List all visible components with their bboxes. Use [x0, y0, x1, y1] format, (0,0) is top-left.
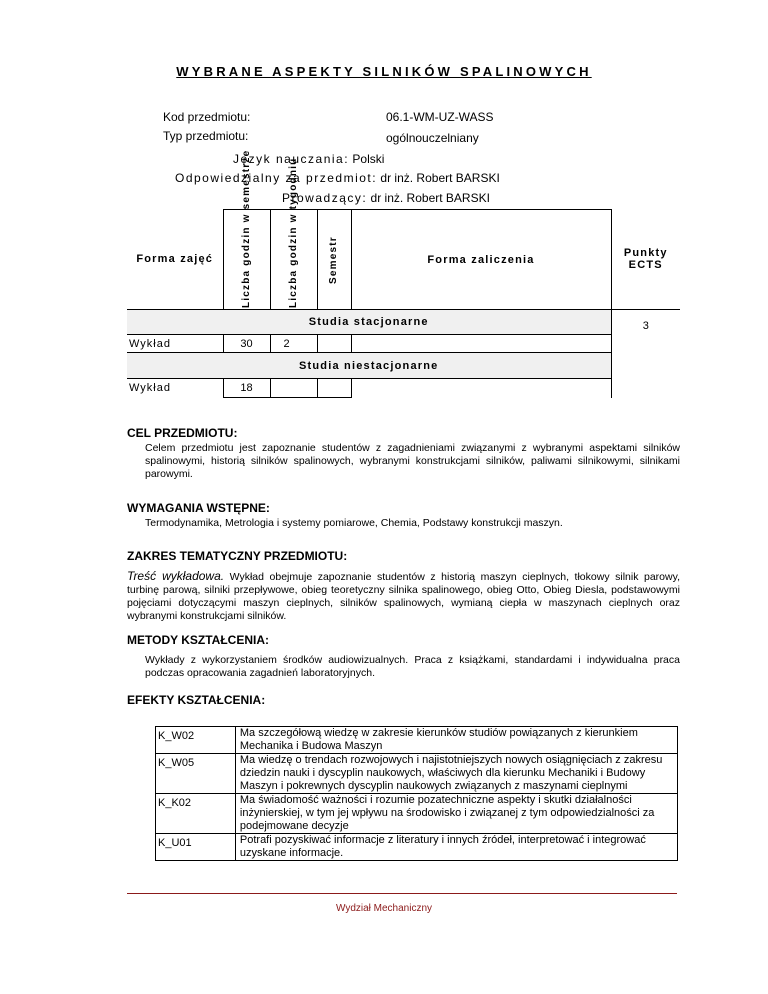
efekt-row: [156, 754, 678, 794]
row2-semestr-num: [317, 379, 351, 398]
header-semestr: Semestr: [328, 235, 339, 284]
row1-forma: Wykład: [127, 335, 223, 353]
header-ects: Punkty ECTS: [611, 210, 680, 310]
efekt-text: Ma świadomość ważności i rozumie pozatechniczne aspekty i skutki działalności inżynierskiej, w tym jej wpływu na środowisko i związanej z tym odpowiedzialności za podejmowane decyzje: [235, 794, 677, 834]
header-semestr-cell: [317, 210, 351, 310]
row2-semestr: 18: [223, 379, 270, 398]
zakres-lead: Treść wykładowa.: [127, 569, 225, 583]
jezyk-label: Język nauczania:: [233, 152, 350, 166]
prow-row: [282, 191, 490, 205]
efekt-code: K_K02: [156, 794, 236, 834]
odp-value: dr inż. Robert BARSKI: [380, 171, 500, 185]
efekty-table: [155, 726, 678, 861]
header-liczba-tydzien: Liczba godzin w tygodniu: [287, 157, 299, 308]
wymagania-text: Termodynamika, Metrologia i systemy pomiarowe, Chemia, Podstawy konstrukcji maszyn.: [145, 517, 563, 529]
metody-heading: METODY KSZTAŁCENIA:: [127, 633, 270, 647]
efekt-code: K_U01: [156, 834, 236, 861]
typ-value: ogólnouczelniany: [386, 131, 479, 145]
odp-row: [175, 171, 500, 185]
zakres-text: Wykład obejmuje zapoznanie studentów z historią maszyn cieplnych, tłokowy silnik parowy, turbinę parową, silniki przepływowe, obieg teoretyczny silnika spalinowego, obieg Otto, Obieg Diesla, podstawowymi pojęciami dotyczącymi maszyn cieplnych, silników spalinowych, wymianą ciepła w maszynach cieplnych oraz wybranymi konstrukcjami silników.: [127, 571, 680, 622]
row1-semestr-num: [317, 335, 351, 353]
efekt-text: Potrafi pozyskiwać informacje z literatury i innych źródeł, interpretować i integrować uzyskane informacje.: [235, 834, 677, 861]
header-liczba-semestr-cell: [223, 149, 270, 310]
prow-value: dr inż. Robert BARSKI: [370, 191, 490, 205]
efekty-heading: EFEKTY KSZTAŁCENIA:: [127, 693, 266, 707]
ects-value: 3: [611, 310, 680, 398]
section-stacjonarne: Studia stacjonarne: [127, 310, 611, 335]
kod-value: 06.1-WM-UZ-WASS: [386, 110, 494, 124]
row2-zaliczenia: [351, 379, 611, 398]
row1-semestr: 30: [223, 335, 270, 353]
header-liczba-tydzien-cell: [270, 157, 317, 310]
row1-tydzien: 2: [270, 335, 317, 353]
row1-zaliczenia: [351, 335, 611, 353]
row2-forma: Wykład: [127, 379, 223, 398]
row2-tydzien: [270, 379, 317, 398]
header-zaliczenia: Forma zaliczenia: [351, 210, 611, 310]
odp-label: Odpowiedzialny za przedmiot:: [175, 171, 378, 185]
efekt-row: [156, 727, 678, 754]
kod-label: Kod przedmiotu:: [163, 110, 251, 124]
zakres-heading: ZAKRES TEMATYCZNY PRZEDMIOTU:: [127, 549, 348, 563]
efekt-row: [156, 794, 678, 834]
header-liczba-semestr: Liczba godzin w semestrze: [240, 149, 252, 308]
jezyk-row: [233, 152, 384, 166]
zakres-paragraph: [127, 570, 680, 623]
header-forma: Forma zajęć: [127, 210, 223, 310]
footer-divider: [127, 893, 677, 894]
section-niestacjonarne: Studia niestacjonarne: [127, 353, 611, 379]
metody-text: Wykłady z wykorzystaniem środków audiowizualnych. Praca z książkami, standardami i indywidualna praca podczas opracowania zagadnień laboratoryjnych.: [145, 654, 680, 679]
efekt-code: K_W02: [156, 727, 236, 754]
efekt-row: [156, 834, 678, 861]
efekt-text: Ma szczegółową wiedzę w zakresie kierunków studiów powiązanych z kierunkiem Mechanika i Budowa Maszyn: [235, 727, 677, 754]
efekt-code: K_W05: [156, 754, 236, 794]
cel-heading: CEL PRZEDMIOTU:: [127, 426, 238, 440]
jezyk-value: Polski: [352, 152, 385, 166]
footer-text: Wydział Mechaniczny: [335, 903, 433, 914]
typ-label: Typ przedmiotu:: [163, 129, 249, 143]
prow-label: Prowadzący:: [282, 191, 368, 205]
wymagania-heading: WYMAGANIA WSTĘPNE:: [127, 501, 270, 515]
cel-text: Celem przedmiotu jest zapoznanie studentów z zagadnieniami związanymi z wybranymi aspektami silników spalinowymi, historią silników spalinowych, wybranymi konstrukcjami silników, paliwami silnikowymi, silnikami parowymi.: [145, 442, 680, 480]
document-title: WYBRANE ASPEKTY SILNIKÓW SPALINOWYCH: [176, 64, 592, 79]
efekt-text: Ma wiedzę o trendach rozwojowych i najistotniejszych nowych osiągnięciach z zakresu dziedzin nauki i dyscyplin naukowych, właściwych dla kierunku Mechaniki i Budowy Maszyn i pokrewnych dyscyplin naukowych związanych z maszynami cieplnymi: [235, 754, 677, 794]
